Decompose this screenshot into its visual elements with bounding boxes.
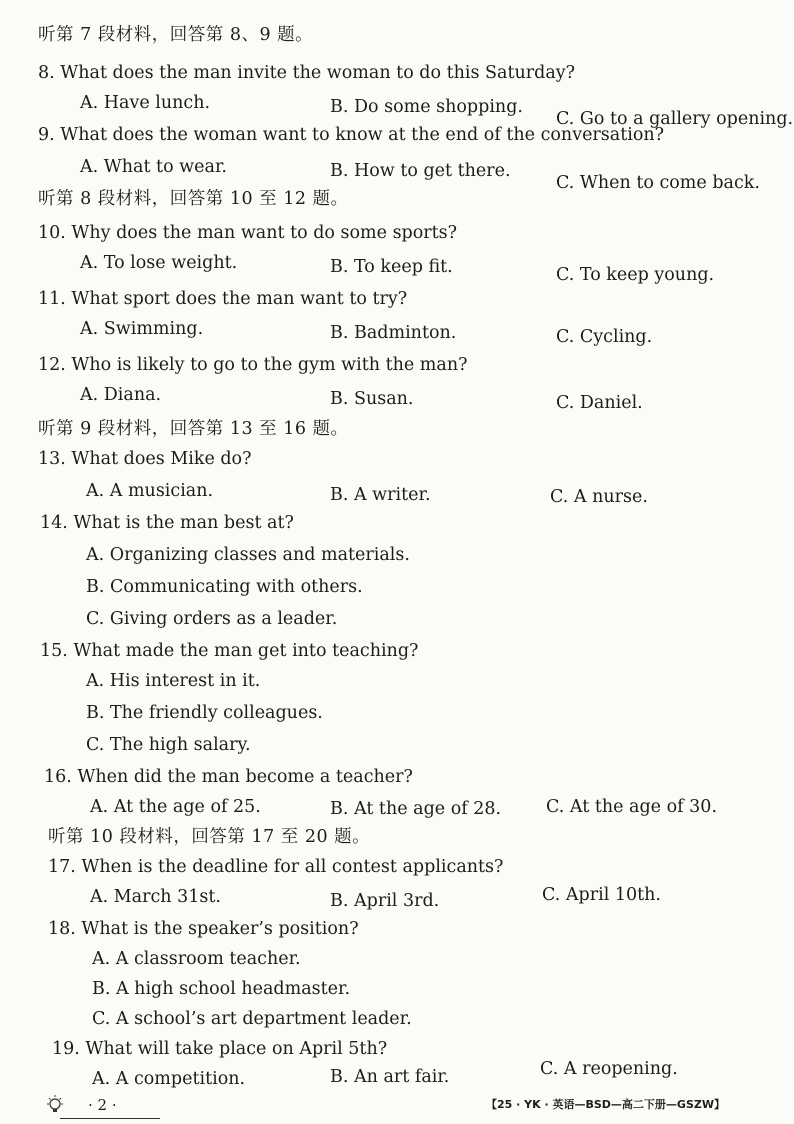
exam-code: 【25 · YK · 英语—BSD—高二下册—GSZW】 <box>486 1098 725 1111</box>
answer-option: B. At the age of 28. <box>330 799 502 819</box>
footer-rule <box>60 1118 160 1119</box>
answer-option: C. When to come back. <box>556 173 760 193</box>
question-stem: 14. What is the man best at? <box>40 513 294 533</box>
question-stem: 18. What is the speaker’s position? <box>48 919 359 939</box>
answer-option: C. Cycling. <box>556 327 653 347</box>
answer-option: A. A musician. <box>86 481 214 501</box>
question-stem: 13. What does Mike do? <box>38 449 252 469</box>
question-stem: 8. What does the man invite the woman to do this Saturday? <box>38 63 576 83</box>
answer-option: B. An art fair. <box>330 1067 450 1087</box>
section-heading: 听第 10 段材料，回答第 17 至 20 题。 <box>48 827 371 847</box>
question-stem: 16. When did the man become a teacher? <box>44 767 413 787</box>
answer-option: C. Giving orders as a leader. <box>86 609 338 629</box>
question-stem: 12. Who is likely to go to the gym with the man? <box>38 355 468 375</box>
answer-option: A. What to wear. <box>80 157 227 177</box>
section-heading: 听第 8 段材料，回答第 10 至 12 题。 <box>38 189 349 209</box>
question-stem: 10. Why does the man want to do some sports? <box>38 223 458 243</box>
answer-option: B. A high school headmaster. <box>92 979 351 999</box>
answer-option: B. Badminton. <box>330 323 457 343</box>
answer-option: C. At the age of 30. <box>546 797 718 817</box>
answer-option: A. His interest in it. <box>86 671 261 691</box>
answer-option: B. Susan. <box>330 389 414 409</box>
answer-option: B. April 3rd. <box>330 891 440 911</box>
answer-option: A. Have lunch. <box>80 93 211 113</box>
answer-option: C. Go to a gallery opening. <box>556 109 794 129</box>
answer-option: C. A school’s art department leader. <box>92 1009 412 1029</box>
answer-option: B. A writer. <box>330 485 431 505</box>
question-stem: 9. What does the woman want to know at the end of the conversation? <box>38 125 665 145</box>
question-stem: 15. What made the man get into teaching? <box>40 641 419 661</box>
answer-option: A. Swimming. <box>80 319 204 339</box>
answer-option: B. Do some shopping. <box>330 97 523 117</box>
answer-option: C. A reopening. <box>540 1059 678 1079</box>
question-stem: 17. When is the deadline for all contest applicants? <box>48 857 504 877</box>
lightbulb-icon <box>44 1094 66 1116</box>
answer-option: A. A classroom teacher. <box>92 949 301 969</box>
page-number: · 2 · <box>88 1096 117 1114</box>
answer-option: B. Communicating with others. <box>86 577 363 597</box>
question-stem: 19. What will take place on April 5th? <box>52 1039 388 1059</box>
answer-option: B. How to get there. <box>330 161 511 181</box>
answer-option: A. A competition. <box>92 1069 246 1089</box>
answer-option: A. To lose weight. <box>80 253 238 273</box>
section-heading: 听第 7 段材料，回答第 8、9 题。 <box>38 25 314 45</box>
answer-option: C. A nurse. <box>550 487 648 507</box>
answer-option: B. To keep fit. <box>330 257 453 277</box>
section-heading: 听第 9 段材料，回答第 13 至 16 题。 <box>38 419 349 439</box>
answer-option: A. At the age of 25. <box>90 797 261 817</box>
answer-option: A. March 31st. <box>90 887 221 907</box>
question-stem: 11. What sport does the man want to try? <box>38 289 408 309</box>
answer-option: C. Daniel. <box>556 393 643 413</box>
answer-option: C. The high salary. <box>86 735 251 755</box>
answer-option: C. To keep young. <box>556 265 715 285</box>
answer-option: B. The friendly colleagues. <box>86 703 323 723</box>
answer-option: A. Organizing classes and materials. <box>86 545 410 565</box>
answer-option: A. Diana. <box>80 385 162 405</box>
answer-option: C. April 10th. <box>542 885 661 905</box>
